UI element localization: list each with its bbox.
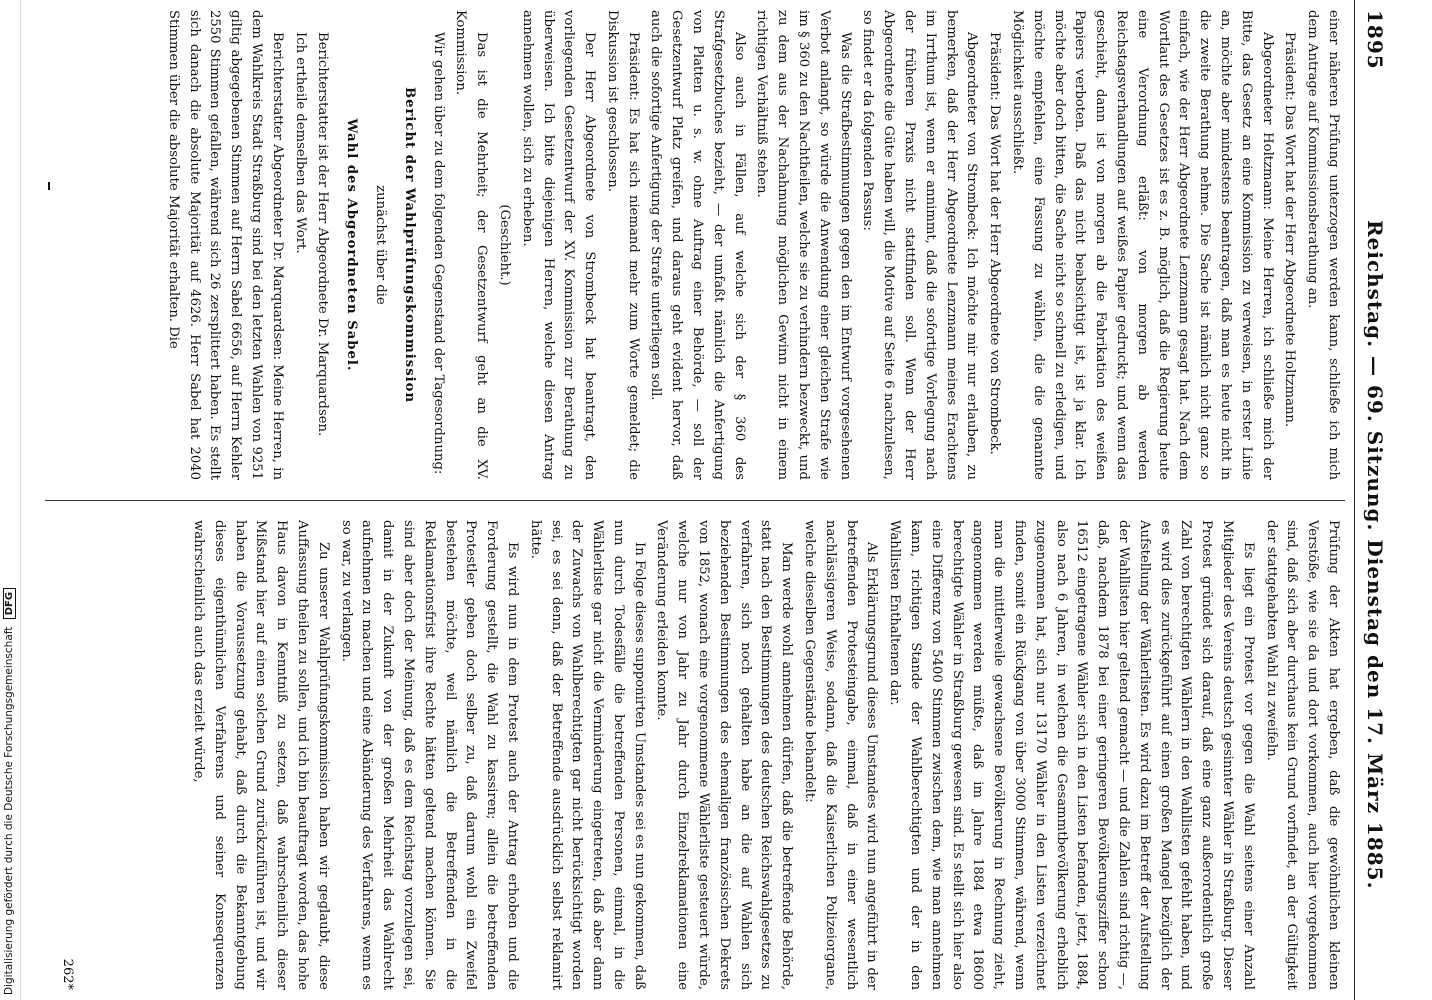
paragraph: Zu unserer Wahlprüfungskommission haben wir geglaubt, diese Auffassung theilen zu sollen, und ich bin beauftragt worden, das hohe Haus davon in Kenntniß zu setzen, daß wahrscheinlich dieser Mißstand hier auf einen solchen Grund zurückzuführen ist, und wir haben die Voraussetzung gehabt, daß durch die Bekanntgebung dieses eigenthümlichen Verfahrens und seiner Konsequenzen wahrscheinlich auch das erzielt würde, — [190, 520, 331, 990]
paragraph: Abgeordneter von Strombeck: Ich möchte mir nur erlauben, zu bemerken, daß der Herr Abgeordnete Lenzmann meines Erachtens im Irrthum ist, wenn er annimmt, daß die sofortige Vorlegung nach der früheren Praxis nicht stattfinden soll. Wenn der Herr Abgeordnete die Güte haben will, die Motive auf Seite 6 nachzulesen, so findet er da folgenden Passus: — [860, 10, 980, 480]
paragraph: Der Herr Abgeordnete von Strombeck hat beantragt, den vorliegenden Gesetzentwurf der XV. Kommission zur Berathung zu überweisen. Ich bitte diejenigen Herren, welche diesen Antrag annehmen wollen, sich zu erheben. — [519, 10, 598, 480]
dfg-logo: DFG — [3, 588, 16, 619]
paragraph: Präsident: Das Wort hat der Herr Abgeordnete von Strombeck. — [987, 32, 1003, 455]
stage-direction: (Geschieht.) — [496, 204, 512, 286]
paragraph: Also auch in Fällen, auf welche sich der § 360 des Strafgesetzbuches bezieht, — der umfaßt nämlich die Anfertigung von Platten u. s. w. ohne Auftrag einer Behörde, — soll der Gesetzentwurf Platz greifen, und daraus geht evident hervor, daß auch die sofortige Anfertigung der Strafe unterliegen soll. — [648, 10, 747, 480]
paragraph: Es wird nun in dem Protest auch der Antrag erhoben und die Forderung gestellt, die Wahl zu kassiren; allein die betreffenden Protestler geben doch selber zu, daß darum wohl ein Zweifel bestehen möchte, weil nämlich die Betreffenden in die Reklamationsfrist ihre Rechte hätten geltend machen können. Sie sind aber doch der Meinung, daß es dem Reichstag vorzulegen sei, damit in der Zukunft von der großen Mehrheit das Wahlrecht aufnehmen zu machen und eine Abänderung des Verfahrens, wenn es so war, zu verlangen. — [338, 520, 520, 990]
left-column — [160, 10, 1343, 480]
page-number: 1895 — [1363, 10, 1387, 70]
credit-text: Digitalisierung gefördert durch die Deutsche Forschungsgemeinschaft — [3, 626, 15, 995]
header-rule — [1354, 0, 1355, 1000]
paragraph: Präsident: Das Wort hat der Herr Abgeordnete Holtzmann. — [1282, 32, 1298, 428]
running-head: Reichstag. — 69. Sitzung. Dienstag den 17. März 1885. — [1363, 220, 1387, 890]
newspaper-page — [15, 0, 1415, 1000]
paragraph: Es liegt ein Protest vor gegen die Wahl seitens einer Anzahl Mitglieder des Vereins deutsch gesinnter Wähler in Straßburg. Dieser Protest gründet sich darauf, daß eine ganz außerordentlich große Zahl von berechtigten Wählern in den Wahllisten gefehlt haben, und es wird dies zurückgeführt auf einen großen Mangel bezüglich der Aufstellung der Wählerlisten. Es wird dazu im Betreff der Aufstellung der Wahllisten hier geltend gemacht — und die Zahlen sind richtig —, daß, nachdem 1878 bei einer geringeren Bevölkerungsziffer schon 16512 eingetragene Wähler sich in den Listen befanden, jetzt, 1884, also nach 6 Jahren, in welchen die Gesammtbevölkerung erheblich zugenommen hat, sich nur 13170 Wähler in den Listen verzeichnet finden, somit ein Rückgang von über 3000 Stimmen, während, wenn man die mittlerweile gewachsene Bevölkerung in Rechnung zieht, angenommen werden müßte, daß im Jahre 1884 etwa 18600 berechtigte Wähler in Straßburg gewesen sind. Es stellt sich hier also eine Differenz von 5400 Stimmen zwischen dem, wie man annehmen kann, richtigen Stande der Wahlberechtigten und der in den Wahllisten Enthaltenen dar. — [887, 520, 1256, 990]
quote-paragraph: Was die Strafbestimmungen gegen den im Entwurf vorgesehenen Verbot anlangt, so würde die Anwendung einer gleichen Strafe wie im § 360 zu den Nachtheilen, welche sie zu verhindern bezweckt, und zu dem aus der Nachahmung möglichen Gewinn nicht in einem richtigen Verhältniß stehen. — [754, 10, 853, 480]
paragraph: Berichterstatter ist der Herr Abgeordnete Dr. Marquardsen. — [315, 32, 331, 437]
paragraph: Das ist die Mehrheit; der Gesetzentwurf geht an die XV. Kommission. — [453, 10, 490, 480]
paragraph: Als Erklärungsgrund dieses Umstandes wird nun angeführt in der betreffenden Protesteingabe, einmal, daß in einer wesentlich nachlässigeren Weise, sodann, daß die Kaiserlichen Polizeiorgane, welche dieselben Gegenstände behandelt: — [802, 520, 880, 990]
paragraph: Prüfung der Akten hat ergeben, daß die gewöhnlichen kleinen Verstöße, wie sie da und dort vorkommen, auch hier vorgekommen sind, daß sich aber durchaus kein Grund vorfindet, an der Gültigkeit der stattgehabten Wahl zu zweifeln. — [1263, 520, 1341, 990]
paragraph: einer näheren Prüfung unterzogen werden kann, schließe ich mich dem Antrage auf Kommissionsberathung an. — [1305, 10, 1341, 480]
section-subline: zunächst über die — [372, 185, 388, 305]
paragraph: Präsident: Es hat sich niemand mehr zum Worte gemeldet; die Diskussion ist geschlossen. — [604, 10, 641, 480]
section-heading: Bericht der Wahlprüfungskommission — [401, 86, 417, 404]
section-heading: Wahl des Abgeordneten Sabel. — [344, 118, 360, 372]
paragraph: In Folge dieses supponirten Umstandes sei es nun gekommen, daß nun durch Todesfälle die betreffenden Personen, einmal, in die Wählerliste gar nicht die Verminderung eingetreten, daß aber dann der Zuwachs von Wahlberechtigten gar nicht berücksichtigt worden sei, es sei denn, daß der Betreffende ausdrücklich selbst reklamirt hätte. — [527, 520, 647, 990]
signature-mark: 262* — [60, 958, 75, 990]
paragraph: Berichterstatter Abgeordneter Dr. Marquardsen: Meine Herren, in dem Wahlkreis Stadt Straßburg sind bei den letzten Wahlen von 9251 giltig abgegebenen Stimmen auf Herrn Sabel 6656, auf Herrn Kehler 2550 Stimmen gefallen, während sich 26 zersplittert haben. Es stellt sich danach die absolute Majorität auf 4626. Herr Sabel hat 2040 Stimmen über die absolute Majorität erhalten. Die — [165, 10, 285, 480]
page-header — [1357, 0, 1387, 1000]
quote-paragraph: Man werde wohl annehmen dürfen, daß die betreffende Behörde, statt nach den Bestimmungen des deutschen Reichswahlgesetzes zu verfahren, sich noch gehalten habe an die auf Wahlen sich beziehenden Bestimmungen des ehemaligen französischen Dekrets von 1852, wonach eine vorgenommene Wählerliste gesteuert würde, welche nur von Jahr zu Jahr durch Einzelreklamationen eine Veränderung erleiden konnte. — [654, 520, 795, 990]
right-column — [185, 520, 1343, 990]
paragraph: Abgeordneter Holtzmann: Meine Herren, ich schließe mich der Bitte, das Gesetz an eine Kommission zu verweisen, in erster Linie an, möchte aber mindestens beantragen, daß man es heute nicht in die zweite Berathung nehme. Die Sache ist nämlich nicht ganz so einfach, wie der Herr Abgeordnete Lenzmann gesagt hat. Nach dem Wortlaut des Gesetzes ist es z. B. möglich, daß die Regierung heute eine Verordnung erläßt: von morgen ab werden Reichstagsverhandlungen auf weißes Papier gedruckt; und wenn das geschieht, dann ist von morgen ab die Fabrikation des weißen Papiers verboten. Daß das nicht beabsichtigt ist, ist ja klar. Ich möchte aber doch bitten, die Sache nicht so schnell zu erledigen, und möchte empfehlen, eine Fassung zu wählen, die die genannte Möglichkeit ausschließt. — [1010, 10, 1275, 480]
paragraph: Ich ertheile demselben das Wort. — [292, 32, 308, 254]
column-divider — [45, 500, 1345, 501]
paragraph: Wir gehen über zu dem folgenden Gegenstand der Tagesordnung: — [430, 32, 446, 475]
